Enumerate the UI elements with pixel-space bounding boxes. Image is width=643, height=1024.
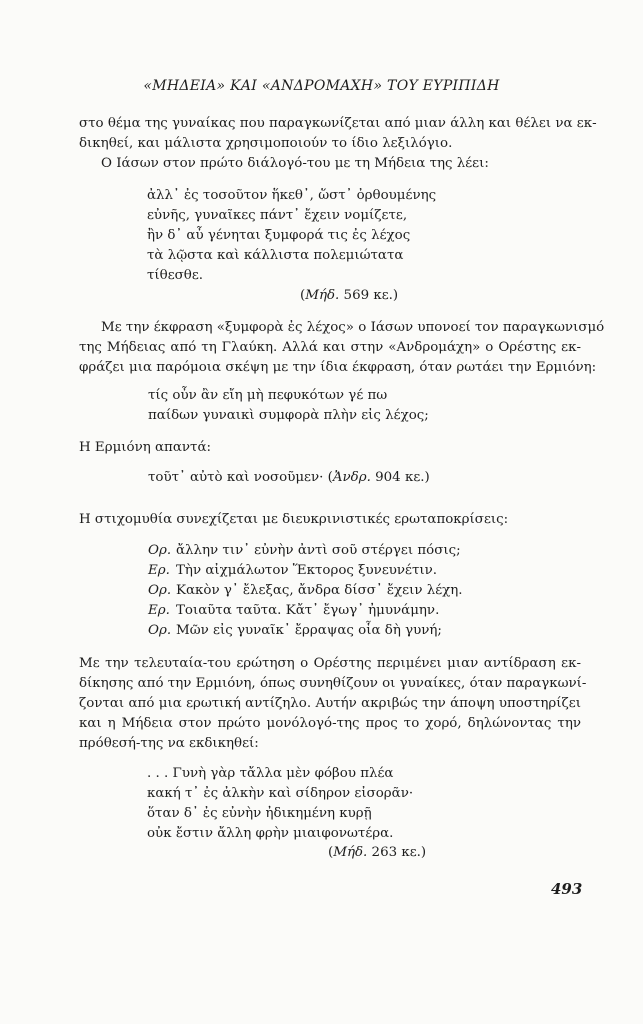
- speaker: Ορ.: [148, 623, 172, 638]
- verse-line: ἀλλ᾽ ἐς τοσοῦτον ἥκεθ᾽, ὥστ᾽ ὀρθουμένης: [147, 188, 437, 203]
- quote-medea-569: [147, 186, 436, 286]
- dialogue-line: Ορ. Κακὸν γ᾽ ἔλεξας, ἄνδρα δίσσ᾽ ἔχειν λέχη.: [148, 581, 463, 601]
- verse-line: εὐνῆς, γυναῖκες πάντ᾽ ἔχειν νομίζετε,: [147, 208, 408, 223]
- text-line: δίκησης από την Ερμιόνη, όπως συνηθίζουν οι γυναίκες, όταν παραγκωνί-: [79, 676, 587, 691]
- verse-line: τὰ λῷστα καὶ κάλλιστα πολεμιώτατα: [147, 248, 404, 263]
- text-line: στο θέμα της γυναίκας που παραγκωνίζεται από μιαν άλλη και θέλει να εκ-: [79, 116, 597, 131]
- speaker: Ερ.: [148, 603, 170, 618]
- text-line: δικηθεί, και μάλιστα χρησιμοποιούν το ίδιο λεξιλόγιο.: [79, 136, 453, 151]
- text-line: Με την έκφραση «ξυμφορὰ ἐς λέχος» ο Ιάσων υπονοεί τον παραγκωνισμό: [101, 320, 605, 335]
- citation: (Μήδ. 569 κε.): [300, 288, 399, 303]
- text-line: Με την τελευταία-του ερώτηση ο Ορέστης περιμένει μιαν αντίδραση εκ-: [79, 656, 581, 671]
- quote-medea-263: [147, 764, 413, 844]
- verse-line: τίθεσθε.: [147, 268, 204, 283]
- verse-line: τίς οὖν ἂν εἴη μὴ πεφυκότων γέ πω: [148, 388, 388, 403]
- text-line: Ο Ιάσων στον πρώτο διάλογό-του με τη Μήδεια της λέει:: [101, 156, 489, 171]
- running-header: «ΜΗΔΕΙΑ» ΚΑΙ «ΑΝΔΡΟΜΑΧΗ» ΤΟΥ ΕΥΡΙΠΙΔΗ: [143, 78, 500, 94]
- dialogue-line: Ορ. ἄλλην τιν᾽ εὐνὴν ἀντὶ σοῦ στέργει πόσις;: [148, 541, 463, 561]
- quote-andromache-904: τοῦτ᾽ αὐτὸ καὶ νοσοῦμεν· (Ἀνδρ. 904 κε.): [148, 470, 430, 485]
- text-line: πρόθεσή-της να εκδικηθεί:: [79, 736, 259, 751]
- stichomythia: [148, 541, 463, 641]
- verse-line: ἢν δ᾽ αὖ γένηται ξυμφορά τις ἐς λέχος: [147, 228, 411, 243]
- paragraph-1: [79, 114, 597, 174]
- quote-andromache: [148, 386, 429, 426]
- paragraph-5: [79, 654, 587, 754]
- dialogue-line: Ορ. Μῶν εἰς γυναῖκ᾽ ἔρραψας οἷα δὴ γυνή;: [148, 621, 463, 641]
- speaker: Ερ.: [148, 563, 170, 578]
- verse-line: ὅταν δ᾽ ἐς εὐνὴν ἠδικημένη κυρῇ: [147, 806, 372, 821]
- dialogue-line: Ερ. Τὴν αἰχμάλωτον Ἕκτορος ξυνευνέτιν.: [148, 561, 463, 581]
- text-line: της Μήδειας από τη Γλαύκη. Αλλά και στην «Ανδρομάχη» ο Ορέστης εκ-: [79, 340, 581, 355]
- verse-line: οὐκ ἔστιν ἄλλη φρὴν μιαιφονωτέρα.: [147, 826, 394, 841]
- paragraph-3: [79, 438, 581, 458]
- speaker: Ορ.: [148, 543, 172, 558]
- text-line: και η Μήδεια στον πρώτο μονόλογό-της προς το χορό, δηλώνοντας την: [79, 716, 581, 731]
- page-number: 493: [551, 880, 583, 898]
- text-line: Η στιχομυθία συνεχίζεται με διευκρινιστικές ερωταποκρίσεις:: [79, 512, 509, 527]
- paragraph-4: [79, 510, 581, 530]
- dialogue-line: Ερ. Τοιαῦτα ταῦτα. Κἄτ᾽ ἔγωγ᾽ ἠμυνάμην.: [148, 601, 463, 621]
- verse-line: παίδων γυναικὶ συμφορὰ πλὴν εἰς λέχος;: [148, 408, 429, 423]
- text-line: ζονται από μια ερωτική αντίζηλο. Αυτήν ακριβώς την άποψη υποστηρίζει: [79, 696, 581, 711]
- verse-line: κακή τ᾽ ἐς ἀλκὴν καὶ σίδηρον εἰσορᾶν·: [147, 786, 414, 801]
- paragraph-2: [79, 318, 605, 378]
- citation: (Μήδ. 263 κε.): [328, 845, 427, 860]
- text-line: Η Ερμιόνη απαντά:: [79, 440, 212, 455]
- verse-line: . . . Γυνὴ γὰρ τἄλλα μὲν φόβου πλέα: [147, 766, 394, 781]
- text-line: φράζει μια παρόμοια σκέψη με την ίδια έκφραση, όταν ρωτάει την Ερμιόνη:: [79, 360, 597, 375]
- speaker: Ορ.: [148, 583, 172, 598]
